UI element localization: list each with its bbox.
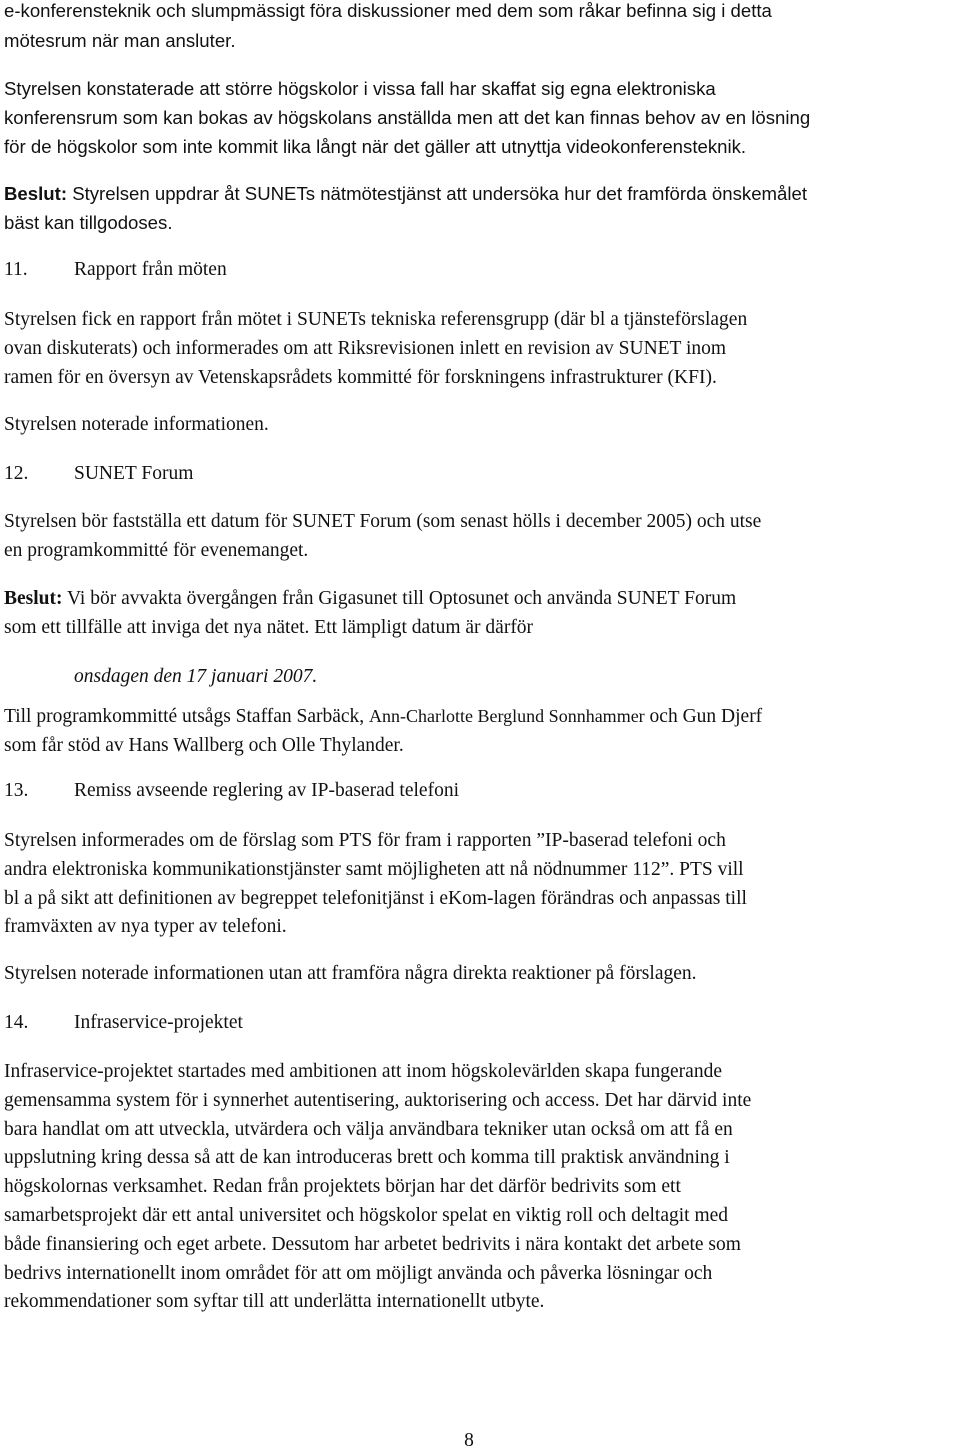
text-line: Styrelsen informerades om de förslag som PTS för fram i rapporten ”IP-baserad telefoni och: [4, 830, 726, 851]
text-line: Styrelsen uppdrar åt SUNETs nätmötestjänst att undersöka hur det framförda önskemålet: [67, 183, 808, 204]
text-line: bara handlat om att utveckla, utvärdera och välja användbara tekniker utan också om att få en: [4, 1118, 733, 1140]
paragraph-conference-rooms: [4, 75, 956, 161]
text-line: gemensamma system för i synnerhet autentisering, auktorisering och access. Det har därvid inte: [4, 1089, 752, 1111]
section-13-note: Styrelsen noterade informationen utan att framföra några direkta reaktioner på förslagen.: [4, 963, 697, 984]
text-line: Vi bör avvakta övergången från Gigasunet till Optosunet och använda SUNET Forum: [62, 588, 737, 609]
decision-paragraph-1: [4, 180, 956, 238]
text-line: e-konferensteknik och slumpmässigt föra diskussioner med dem som råkar befinna sig i detta: [4, 0, 772, 21]
text-line: konferensrum som kan bokas av högskolans anställda men att det kan finnas behov av en lösning: [4, 106, 811, 128]
text-line: för de högskolor som inte kommit lika långt när det gäller att utnyttja videokonferensteknik.: [4, 135, 747, 157]
section-heading-13: [4, 777, 459, 806]
decision-paragraph-2: [4, 585, 956, 643]
text-line: bl a på sikt att definitionen av begreppet telefonitjänst i eKom-lagen förändras och anpassas till: [4, 887, 747, 909]
text-line: högskolornas verksamhet. Redan från projektets början har det därför bedrivits som ett: [4, 1176, 681, 1198]
section-heading-12: [4, 460, 193, 489]
text-line: uppslutning kring dessa så att de kan introduceras brett och komma till praktisk användning i: [4, 1147, 730, 1169]
text-line: mötesrum när man ansluter.: [4, 29, 236, 51]
section-12-body: [4, 508, 956, 566]
section-heading-11: [4, 256, 227, 285]
text-line: framväxten av nya typer av telefoni.: [4, 916, 287, 938]
section-number: 13.: [4, 780, 29, 801]
section-title: Infraservice-projektet: [74, 1012, 243, 1033]
section-heading-14: [4, 1009, 243, 1038]
text-line: och Gun Djerf: [644, 706, 763, 727]
text-line: rekommendationer som syftar till att underlätta internationellt utbyte.: [4, 1291, 545, 1313]
section-11-note: Styrelsen noterade informationen.: [4, 414, 269, 435]
section-title: Remiss avseende reglering av IP-baserad telefoni: [74, 780, 459, 801]
text-line: bedrivs internationellt inom området för att om möjligt använda och påverka lösningar och: [4, 1262, 713, 1284]
text-line: Till programkommitté utsågs Staffan Sarbäck,: [4, 706, 370, 727]
forum-date: onsdagen den 17 januari 2007.: [74, 666, 318, 687]
text-line: Styrelsen fick en rapport från mötet i SUNETs tekniska referensgrupp (där bl a tjänsteförslagen: [4, 309, 748, 330]
committee-paragraph: [4, 702, 956, 761]
section-14-body: [4, 1058, 956, 1317]
text-line: ramen för en översyn av Vetenskapsrådets kommitté för forskningens infrastrukturer (KFI).: [4, 366, 717, 388]
text-line: samarbetsprojekt där ett antal universitet och högskolor spelat en viktig roll och deltagit med: [4, 1204, 729, 1226]
section-number: 12.: [4, 463, 29, 484]
section-13-body: [4, 827, 956, 942]
decision-label: Beslut:: [4, 588, 63, 609]
section-title: Rapport från möten: [74, 259, 227, 280]
section-number: 14.: [4, 1012, 29, 1033]
text-line: både finansiering och eget arbete. Dessutom har arbetet bedrivits i nära kontakt det arbete som: [4, 1233, 741, 1255]
text-line: ovan diskuterats) och informerades om att Riksrevisionen inlett en revision av SUNET inom: [4, 337, 727, 359]
text-line: Styrelsen konstaterade att större högskolor i vissa fall har skaffat sig egna elektroniska: [4, 78, 716, 99]
committee-name: Ann-Charlotte Berglund Sonnhammer: [369, 706, 645, 726]
text-line: som ett tillfälle att inviga det nya nätet. Ett lämpligt datum är därför: [4, 616, 534, 638]
text-line: Infraservice-projektet startades med ambitionen att inom högskolevärlden skapa fungerande: [4, 1061, 722, 1082]
text-line: andra elektroniska kommunikationstjänster samt möjligheten att nå nödnummer 112”. PTS vill: [4, 858, 744, 880]
text-line: Styrelsen bör fastställa ett datum för SUNET Forum (som senast hölls i december 2005) och utse: [4, 511, 762, 532]
text-line: en programkommitté för evenemanget.: [4, 539, 309, 561]
decision-label: Beslut:: [4, 183, 68, 204]
section-11-body: [4, 306, 956, 392]
page-number: 8: [464, 1430, 474, 1451]
section-title: SUNET Forum: [74, 463, 194, 484]
section-number: 11.: [4, 259, 28, 280]
text-line: som får stöd av Hans Wallberg och Olle Thylander.: [4, 734, 404, 756]
text-line: bäst kan tillgodoses.: [4, 211, 173, 233]
paragraph-continued: [4, 0, 956, 57]
